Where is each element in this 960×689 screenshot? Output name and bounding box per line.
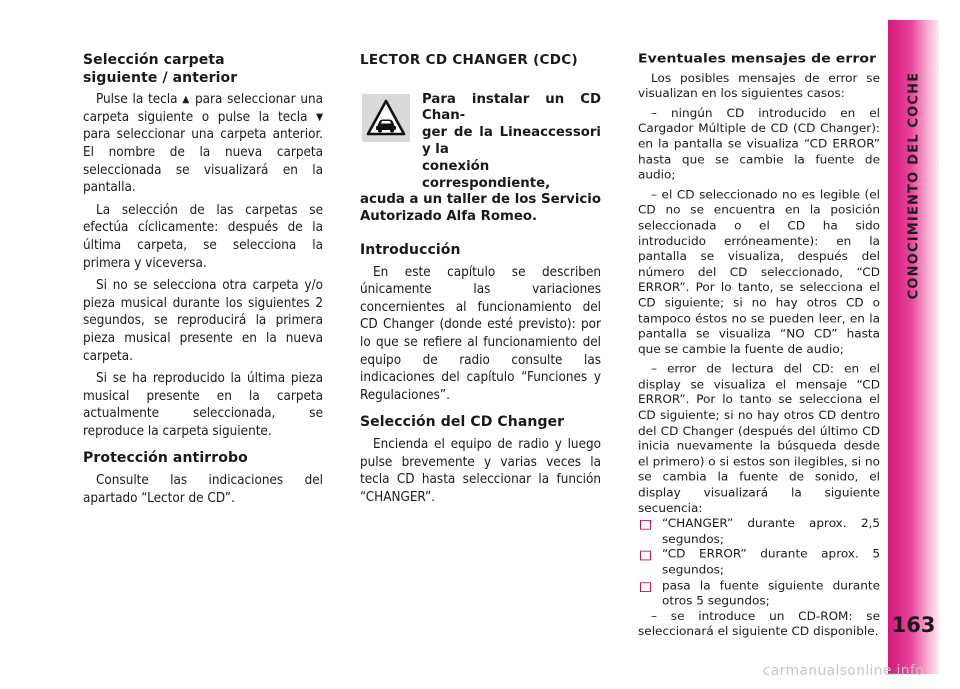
watermark-text: carmanualsonline.info bbox=[762, 663, 924, 679]
paragraph-cd-rom: – se introduce un CD-ROM: se seleccionará el siguiente CD disponible. bbox=[638, 610, 880, 639]
heading-error-messages: Eventuales mensajes de error bbox=[638, 52, 877, 67]
heading-folder-select: Selección carpeta siguiente / anterior bbox=[83, 52, 238, 86]
column-left bbox=[83, 52, 323, 507]
checkbox-bullet-icon bbox=[638, 548, 662, 579]
down-triangle-icon: ▼ bbox=[316, 111, 324, 123]
paragraph-timeout: Si no se selecciona otra carpeta y/o pieza musical durante los siguientes 2 segundos, se reproducirá la primera pieza musical presente en la nueva carpeta. bbox=[83, 278, 323, 364]
warning-box: Para instalar un CD Chan- ger de la Lineaccessori y la conexión correspondiente, acuda a un taller de los Servicio Autorizado Alfa Romeo. bbox=[360, 91, 601, 225]
checkbox-bullet-icon bbox=[638, 578, 662, 609]
up-triangle-icon: ▲ bbox=[182, 94, 191, 106]
paragraph-errors-intro: Los posibles mensajes de error se visualizan en los siguientes casos: bbox=[638, 71, 880, 101]
paragraph-antitheft: Consulte las indicaciones del apartado “Lector de CD”. bbox=[83, 473, 323, 506]
heading-antitheft: Protección antirrobo bbox=[83, 450, 248, 467]
heading-select-changer: Selección del CD Changer bbox=[360, 414, 565, 431]
column-right bbox=[638, 52, 880, 640]
list-item: pasa la fuente siguiente durante otros 5 segundos; bbox=[638, 578, 880, 609]
checkbox-bullet-icon bbox=[638, 517, 662, 548]
column-middle bbox=[360, 52, 601, 506]
paragraph-select-changer: Encienda el equipo de radio y luego pulse brevemente y varias veces la tecla CD hasta seleccionar la función “CHANGER”. bbox=[360, 436, 601, 505]
paragraph-last-track: Si se ha reproducido la última pieza musical presente en la carpeta actualmente seleccionada, se reproduce la carpeta siguiente. bbox=[83, 371, 323, 439]
paragraph-error-no-cd: – ningún CD introducido en el Cargador Múltiple de CD (CD Changer): en la pantalla se visualiza “CD ERROR” hasta que se cambie la fuente de audio; bbox=[638, 107, 880, 183]
warning-car-icon bbox=[362, 94, 410, 142]
section-title: CONOCIMIENTO DEL COCHE bbox=[906, 71, 921, 299]
paragraph-cyclic: La selección de las carpetas se efectúa cíclicamente: después de la última carpeta, se selecciona la primera y viceversa. bbox=[83, 202, 323, 271]
paragraph-introduction: En este capítulo se describen únicamente las variaciones concernientes al funcionamiento del CD Changer (donde esté previsto): por lo que se refiere al funcionamiento del equipo de radio consulte las indicaciones del capítulo “Funciones y Regulaciones”. bbox=[360, 264, 601, 403]
paragraph-error-unreadable: – el CD seleccionado no es legible (el CD no se encuentra en la posición seleccionada o el CD ha sido introducido erróneamente): en la pantalla se visualiza, después del número del CD seleccionado, “CD ERROR”. Por lo tanto, se selecciona el CD siguiente; si no hay otros CD o tampoco éstos no se pueden leer, en la pantalla se visualiza “NO CD” hasta que se cambie la fuente de audio; bbox=[638, 188, 880, 357]
heading-introduction: Introducción bbox=[360, 241, 461, 258]
list-item: “CD ERROR” durante aprox. 5 segundos; bbox=[638, 548, 880, 579]
section-sidebar bbox=[888, 20, 939, 674]
heading-cd-changer: LECTOR CD CHANGER (CDC) bbox=[360, 52, 578, 68]
list-item: “CHANGER” durante aprox. 2,5 segundos; bbox=[638, 517, 880, 548]
page-number: 163 bbox=[891, 613, 936, 637]
paragraph-folder-keys: Pulse la tecla ▲ para seleccionar una carpeta siguiente o pulse la tecla ▼ para seleccionar una carpeta anterior. El nombre de la nueva carpeta seleccionada se visualizará en la pantalla. bbox=[83, 92, 324, 196]
paragraph-error-read: – error de lectura del CD: en el display se visualiza el mensaje “CD ERROR”. Por lo tanto se selecciona el CD siguiente; si no hay otros CD dentro del CD Changer (después del último CD inicia nuevamente la búsqueda desde el primero) o si estos son ilegibles, si no se cambia la fuente de sonido, el display visualizará la siguiente secuencia: bbox=[638, 363, 880, 516]
